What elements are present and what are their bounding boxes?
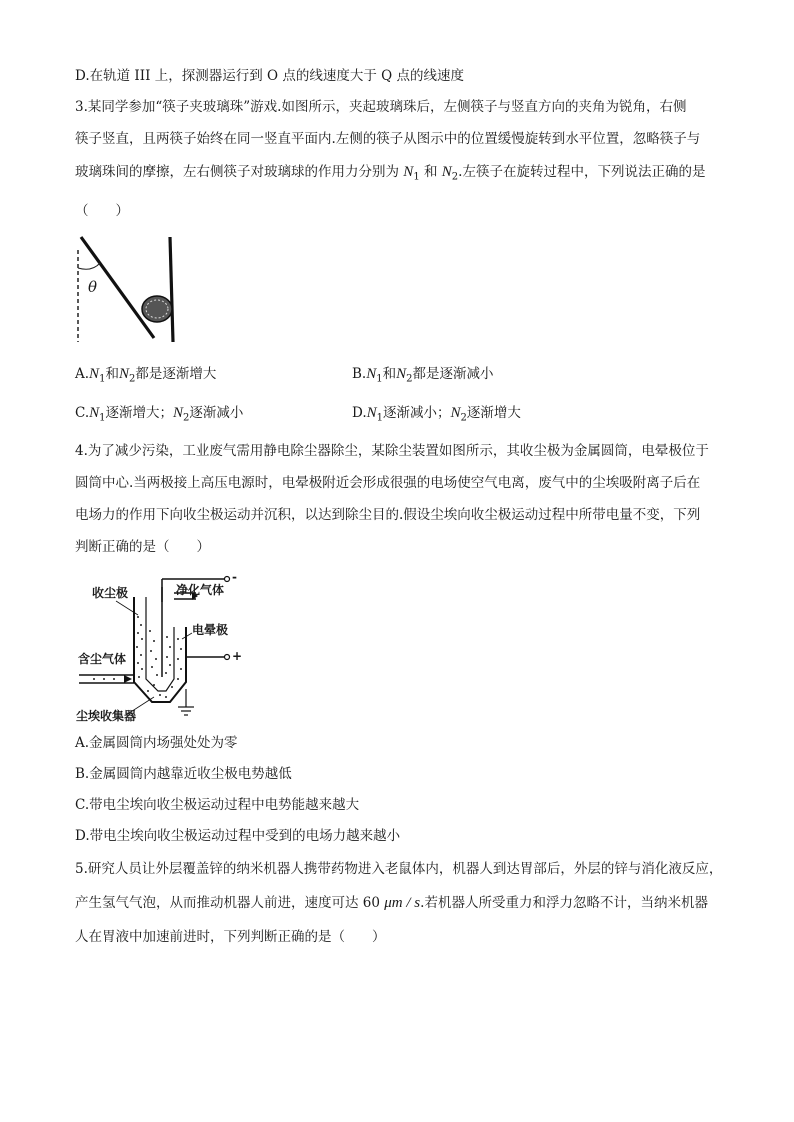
label-collector: 收尘极 bbox=[92, 586, 129, 600]
q4-line-2: 圆筒中心.当两极接上高压电源时，电晕极附近会形成很强的电场使空气电离，废气中的尘埃吸附离子后在 bbox=[75, 475, 701, 491]
q3-line-3-text-c: .左筷子在旋转过程中，下列说法正确的是 bbox=[458, 164, 706, 180]
q3-line-2: 筷子竖直，且两筷子始终在同一竖直平面内.左侧的筷子从图示中的位置缓慢旋转到水平位置，忽略筷子与 bbox=[75, 131, 701, 147]
right-chopstick bbox=[170, 237, 173, 342]
q3-option-a: $A.N_1$和$N_2$都是逐渐增大 bbox=[75, 366, 217, 385]
label-dusty-gas: 含尘气体 bbox=[78, 652, 127, 666]
q4-line-1: 4.为了减少污染，工业废气需用静电除尘器除尘，某除尘装置如图所示，其收尘极为金属圆筒，电晕极位于 bbox=[75, 443, 709, 459]
precipitator-figure bbox=[74, 567, 259, 725]
theta-label: θ bbox=[88, 278, 98, 296]
q4-option-a: A.金属圆筒内场强处处为零 bbox=[75, 735, 238, 751]
q5-line-2: 产生氢气气泡，从而推动机器人前进，速度可达 60 μm / s.若机器人所受重力和浮力忽略不计，当纳米机器 bbox=[75, 895, 708, 911]
q3-option-b: $B.N_1$和$N_2$都是逐渐减小 bbox=[352, 366, 494, 385]
q3-option-c: $C.N_1$逐渐增大；$N_2$逐渐减小 bbox=[75, 405, 244, 424]
n2-symbol: N bbox=[441, 164, 452, 180]
label-plus: + bbox=[232, 649, 243, 663]
q2-option-d: D.在轨道 III 上，探测器运行到 O 点的线速度大于 Q 点的线速度 bbox=[75, 68, 465, 84]
chopsticks-figure bbox=[72, 232, 182, 350]
q3-answer-bracket: （ ） bbox=[75, 203, 129, 219]
q3-line-3-text-a: 玻璃珠间的摩擦，左右侧筷子对玻璃球的作用力分别为 bbox=[75, 164, 399, 180]
label-corona: 电晕极 bbox=[192, 623, 229, 637]
q4-option-b: B.金属圆筒内越靠近收尘极电势越低 bbox=[75, 766, 292, 782]
q5-line-1: 5.研究人员让外层覆盖锌的纳米机器人携带药物进入老鼠体内，机器人到达胃部后，外层的锌与消化液反应， bbox=[75, 861, 723, 877]
q4-line-3: 电场力的作用下向收尘极运动并沉积，以达到除尘目的.假设尘埃向收尘极运动过程中所带电量不变，下列 bbox=[75, 507, 701, 523]
speed-unit: μm / s bbox=[384, 895, 421, 911]
angle-arc bbox=[78, 263, 100, 269]
label-dust-box: 尘埃收集器 bbox=[76, 709, 137, 723]
q3-line-1: 3.某同学参加“筷子夹玻璃珠”游戏.如图所示，夹起玻璃珠后，左侧筷子与竖直方向的夹角为锐角，右侧 bbox=[75, 99, 687, 115]
label-clean-gas: 净化气体 bbox=[176, 583, 225, 597]
q3-line-3-and: 和 bbox=[423, 164, 438, 180]
n1-symbol: N bbox=[403, 164, 414, 180]
q3-option-d: $D.N_1$逐渐减小；$N_2$逐渐增大 bbox=[352, 405, 521, 424]
q5-line-3: 人在胃液中加速前进时，下列判断正确的是（ ） bbox=[75, 929, 386, 945]
label-minus: - bbox=[232, 570, 237, 584]
q4-option-c: C.带电尘埃向收尘极运动过程中电势能越来越大 bbox=[75, 797, 360, 813]
q4-option-d: D.带电尘埃向收尘极运动过程中受到的电场力越来越小 bbox=[75, 828, 401, 844]
q4-line-4: 判断正确的是（ ） bbox=[75, 539, 210, 555]
q3-line-3 bbox=[75, 162, 725, 188]
n2-subscript: 2 bbox=[451, 171, 459, 183]
n1-subscript: 1 bbox=[413, 171, 420, 183]
